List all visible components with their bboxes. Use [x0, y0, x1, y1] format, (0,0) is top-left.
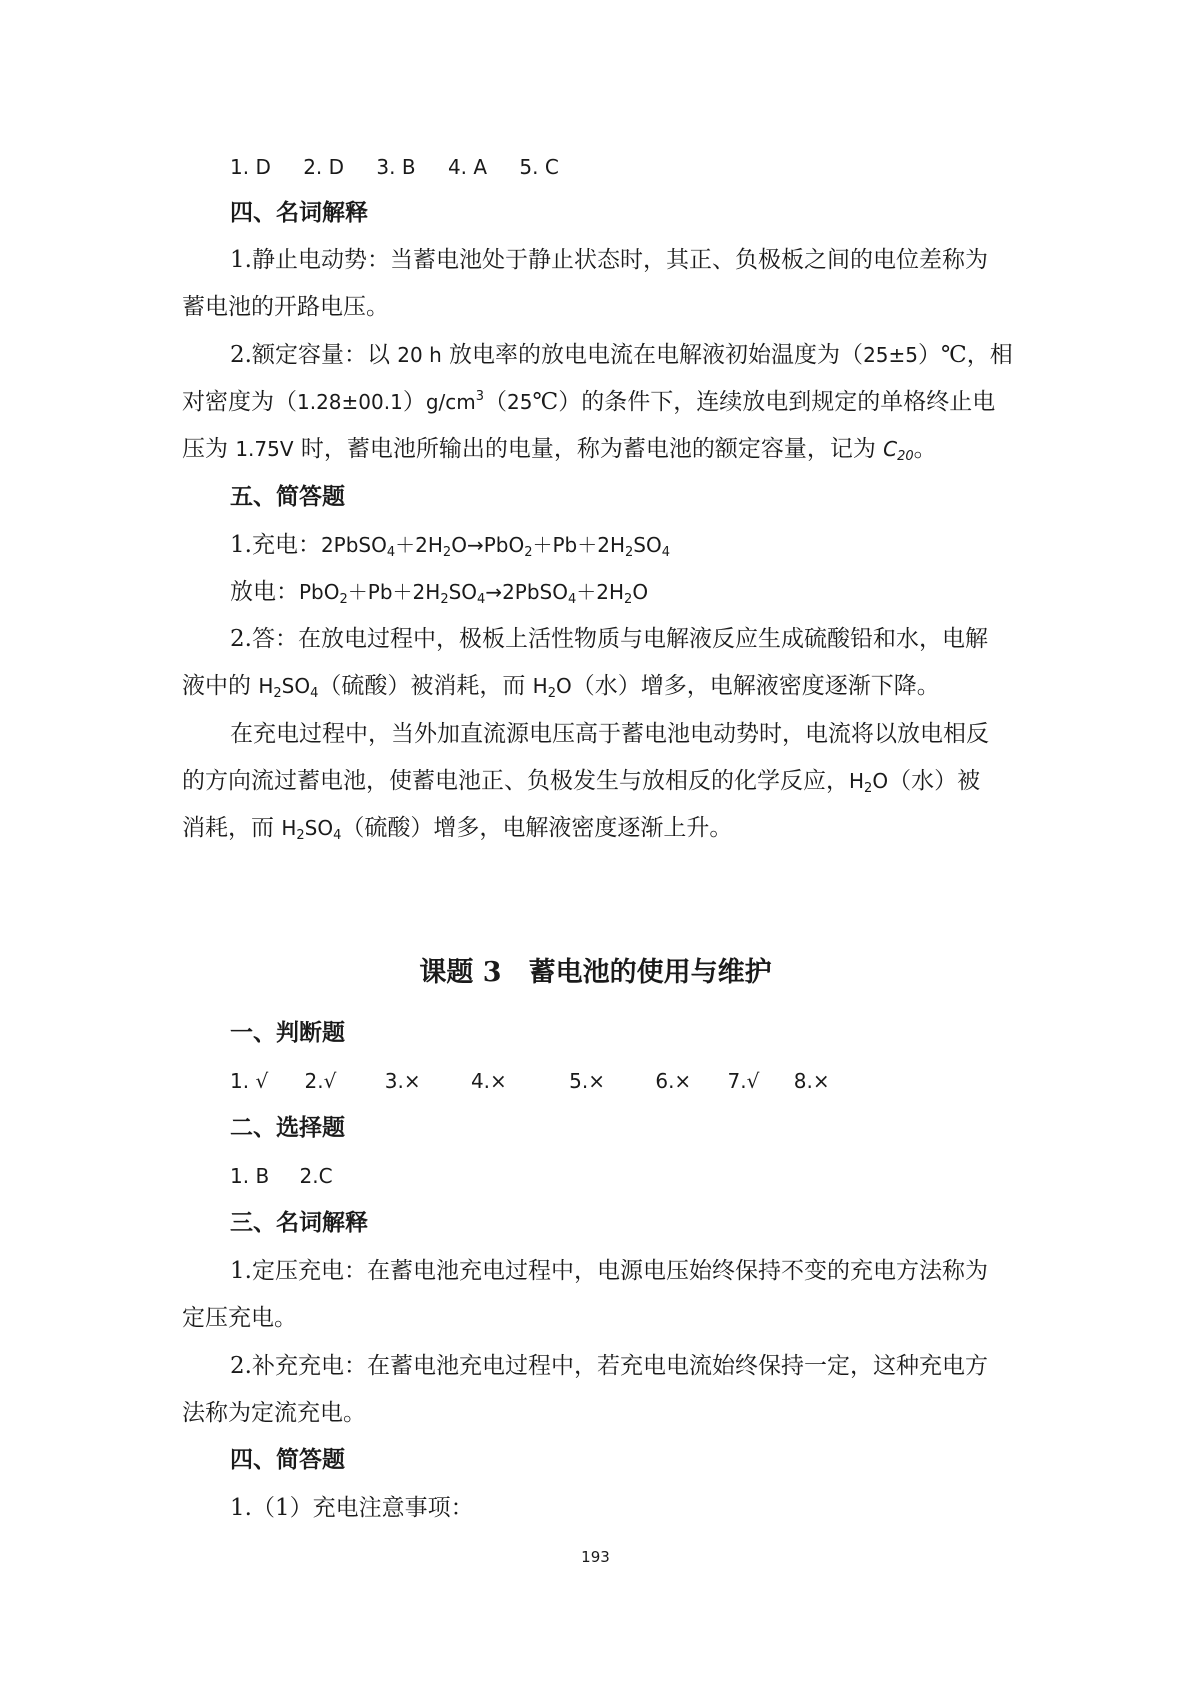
answer-item: 4.× — [470, 1069, 507, 1093]
paragraph-line: 消耗，而 $H_2SO_4$（硫酸）增多，电解液密度逐渐上升。 — [182, 815, 733, 843]
paragraph-line: 2.答：在放电过程中，极板上活性物质与电解液反应生成硫酸铅和水，电解 — [230, 626, 988, 652]
paragraph-line — [182, 434, 937, 464]
symbol: $C_{20}$ — [883, 437, 914, 464]
answer-item: 5.× — [569, 1069, 605, 1093]
label: 放电： — [230, 579, 299, 605]
answer-item: 7.√ — [727, 1069, 760, 1093]
answer-item: 6.× — [655, 1069, 692, 1093]
answer-item: 1. √ — [230, 1069, 269, 1093]
text: 25 — [507, 390, 533, 414]
paragraph-line: 在充电过程中，当外加直流源电压高于蓄电池电动势时，电流将以放电相反 — [230, 721, 989, 747]
text: ）℃，相 — [918, 342, 1013, 368]
text: 20 h — [397, 343, 442, 367]
text: ℃）的条件下，连续放电到规定的单格终止电 — [532, 389, 996, 415]
answer-row — [230, 152, 559, 182]
text: 25±5 — [863, 343, 918, 367]
text: 1.28±00.1 — [297, 390, 403, 414]
text: 压为 — [182, 436, 236, 462]
answer-item: 8.× — [793, 1069, 830, 1093]
text: 对密度为（ — [182, 389, 297, 415]
section-heading: 四、名词解释 — [230, 199, 368, 226]
paragraph-line: 定压充电。 — [182, 1305, 297, 1331]
text: （ — [484, 389, 508, 415]
answer-item: 1. B — [230, 1164, 270, 1188]
text: （水）被 — [888, 768, 981, 794]
answer-item: 2. D — [303, 155, 345, 179]
answer-item: 2.√ — [304, 1069, 337, 1093]
text: （硫酸）被消耗，而 — [318, 673, 533, 699]
text: （硫酸）增多，电解液密度逐渐上升。 — [341, 815, 733, 841]
answer-item: 5. C — [519, 155, 559, 179]
paragraph-line — [230, 340, 1013, 370]
paragraph-line: 1.静止电动势：当蓄电池处于静止状态时，其正、负极板之间的电位差称为 — [230, 247, 988, 273]
label: 1.充电： — [230, 532, 321, 558]
text: 消耗，而 — [182, 815, 282, 841]
answer-item: 4. A — [447, 155, 488, 179]
topic-title: 课题 3 蓄电池的使用与维护 — [419, 957, 772, 988]
equation-discharge: 放电：$PbO_2+Pb+2H_2SO_4\to 2PbSO_4+2H_2O$ — [230, 579, 649, 607]
answer-item: 3.× — [384, 1069, 421, 1093]
text: 。 — [913, 436, 937, 462]
paragraph-line: 液中的 $H_2SO_4$（硫酸）被消耗，而 $H_2O$（水）增多，电解液密度逐渐下降。 — [182, 673, 940, 701]
paragraph-line — [182, 387, 995, 417]
page-number: 193 — [581, 1548, 610, 1566]
text: ） — [402, 389, 426, 415]
paragraph-line: 2.补充充电：在蓄电池充电过程中，若充电电流始终保持一定，这种充电方 — [230, 1353, 988, 1379]
paragraph-line: 法称为定流充电。 — [182, 1400, 366, 1426]
text: 放电率的放电电流在电解液初始温度为（ — [441, 342, 864, 368]
section-heading: 五、简答题 — [230, 483, 345, 510]
answer-row — [230, 1066, 830, 1096]
text: （水）增多，电解液密度逐渐下降。 — [571, 673, 940, 699]
paragraph-line: 1.定压充电：在蓄电池充电过程中，电源电压始终保持不变的充电方法称为 — [230, 1258, 988, 1284]
paragraph-line: 的方向流过蓄电池，使蓄电池正、负极发生与放相反的化学反应，$H_2O$（水）被 — [182, 768, 981, 796]
paragraph-line: 1.（1）充电注意事项： — [230, 1495, 474, 1521]
section-heading: 二、选择题 — [230, 1114, 345, 1141]
text: 2.额定容量：以 — [230, 342, 398, 368]
unit: $g/cm^3$ — [425, 389, 485, 414]
section-heading: 四、简答题 — [230, 1446, 345, 1473]
paragraph-line: 蓄电池的开路电压。 — [182, 294, 389, 320]
section-heading: 一、判断题 — [230, 1019, 345, 1046]
text: 1.75V — [235, 437, 294, 461]
text: 液中的 — [182, 673, 259, 699]
answer-item: 1. D — [230, 155, 271, 179]
section-heading: 三、名词解释 — [230, 1209, 368, 1236]
text: 时，蓄电池所输出的电量，称为蓄电池的额定容量，记为 — [293, 436, 884, 462]
answer-row — [230, 1161, 333, 1191]
answer-item: 2.C — [299, 1164, 333, 1188]
equation-charge: 1.充电：$2PbSO_4+2H_2O\to PbO_2+Pb+2H_2SO_4$ — [230, 532, 671, 560]
text: 的方向流过蓄电池，使蓄电池正、负极发生与放相反的化学反应， — [182, 768, 849, 794]
answer-item: 3. B — [376, 155, 416, 179]
